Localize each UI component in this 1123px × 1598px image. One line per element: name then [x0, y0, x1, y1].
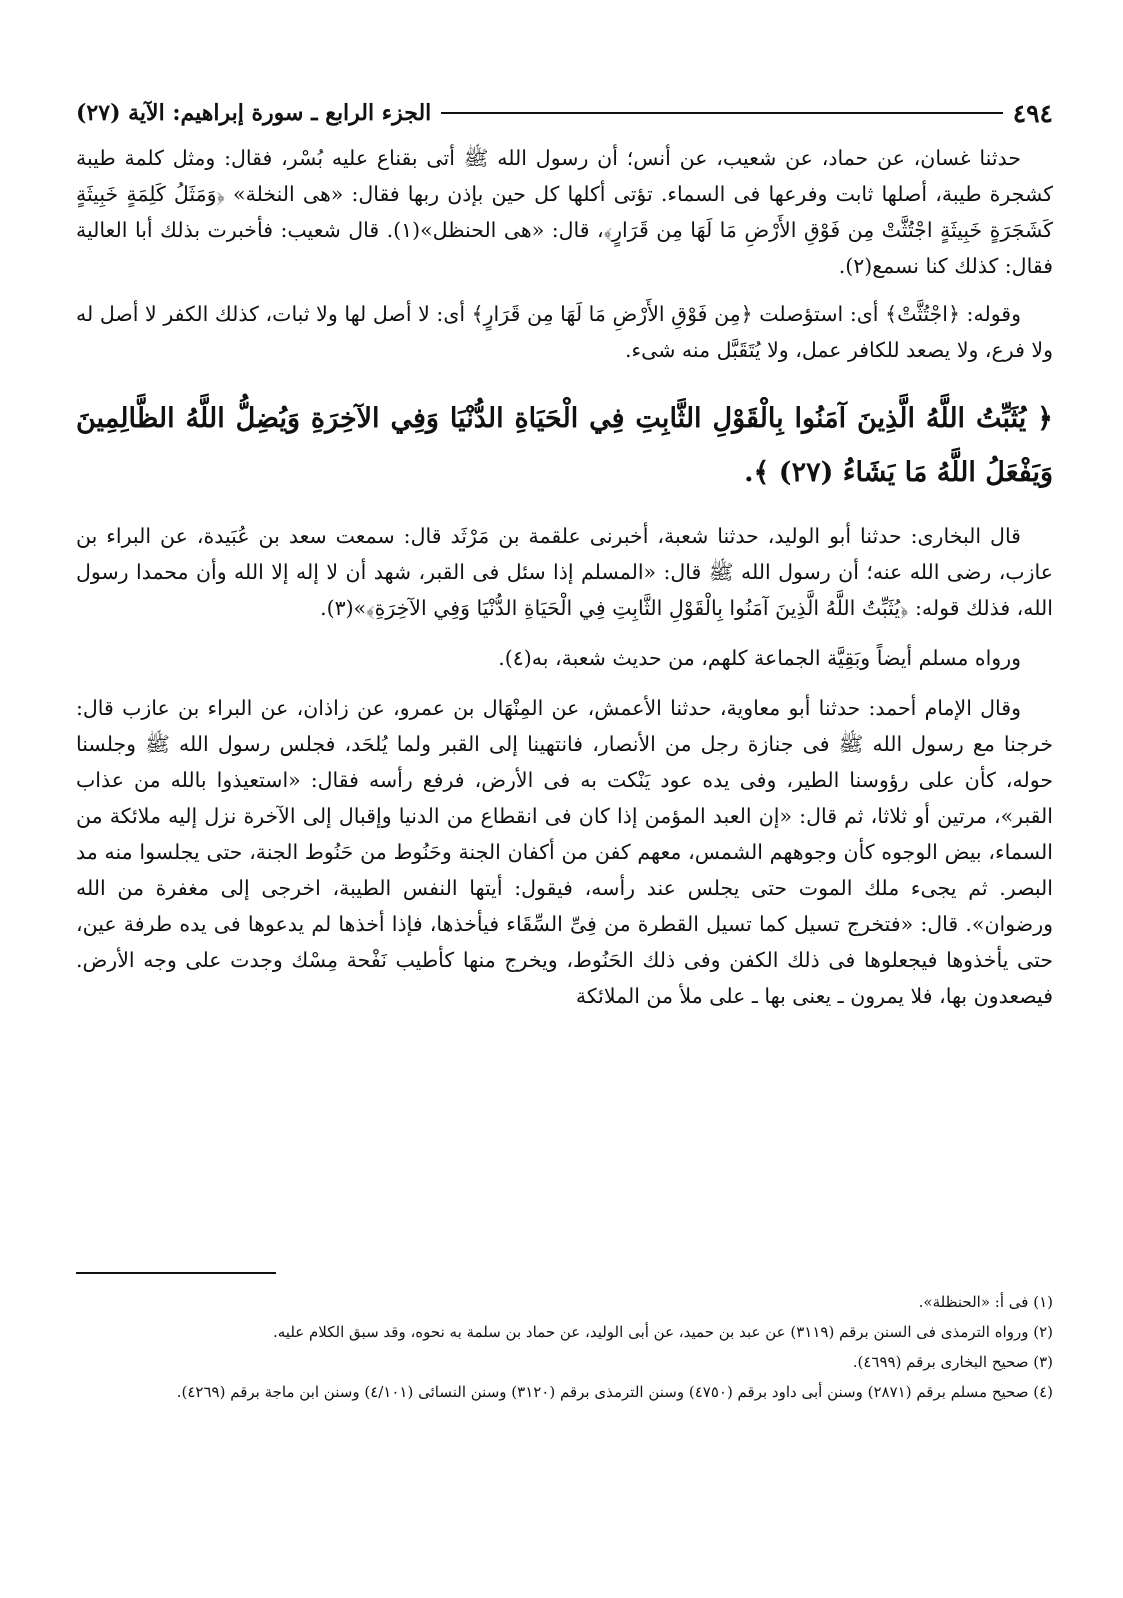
paragraph-ijtuththat-explanation: وقوله: ﴿اجْتُثَّتْ﴾ أى: استؤصلت ﴿مِن فَوْقِ الأَرْضِ مَا لَهَا مِن قَرَارٍ﴾ أى: لا أصل لها ولا ثبات، كذلك الكفر لا أصل له ولا فرع، ولا يصعد للكافر عمل، ولا يُتَقَبَّل منه شىء.	[76, 302, 1053, 362]
footnote-4: (٤) صحيح مسلم برقم (٢٨٧١) وسنن أبى داود برقم (٤٧٥٠) وسنن الترمذى برقم (٣١٢٠) وسنن النسائى (٤/١٠١) وسنن ابن ماجة برقم (٤٢٦٩).	[176, 1383, 1053, 1401]
paragraph-hadith-anas: حدثنا غسان، عن حماد، عن شعيب، عن أنس؛ أن رسول الله ﷺ أتى بقناع عليه بُسْر، فقال: ومثل كلمة طيبة كشجرة طيبة، أصلها ثابت وفرعها فى السماء. تؤتى أكلها كل حين بإذن ربها فقال: «هى النخلة» ﴿وَمَثَلُ كَلِمَةٍ خَبِيثَةٍ كَشَجَرَةٍ خَبِيثَةٍ اجْتُثَّتْ مِن فَوْقِ الأَرْضِ مَا لَهَا مِن قَرَارٍ﴾، قال: «هى الحنظل»(١). قال شعيب: فأخبرت بذلك أبا العالية فقال: كذلك كنا نسمع(٢).	[76, 146, 1053, 278]
header-title: الجزء الرابع ـ سورة إبراهيم: الآية (٢٧)	[76, 100, 432, 126]
paragraph-muslim: ورواه مسلم أيضاً وبَقِيَّة الجماعة كلهم، من حديث شعبة، به(٤).	[498, 646, 1021, 670]
paragraph-ahmad: وقال الإمام أحمد: حدثنا أبو معاوية، حدثنا الأعمش، عن المِنْهَال بن عمرو، عن زاذان، عن البراء بن عازب قال: خرجنا مع رسول الله ﷺ فى جنازة رجل من الأنصار، فانتهينا إلى القبر ولما يُلحَد، فجلس رسول الله ﷺ وجلسنا حوله، كأن على رؤوسنا الطير، وفى يده عود يَنْكت به فى الأرض، فرفع رأسه فقال: «استعيذوا بالله من عذاب القبر»، مرتين أو ثلاثا، ثم قال: «إن العبد المؤمن إذا كان فى انقطاع من الدنيا وإقبال إلى الآخرة نزل إليه ملائكة من السماء، بيض الوجوه كأن وجوههم الشمس، معهم كفن من أكفان الجنة وحَنُوط من حَنُوط الجنة، حتى يجلسوا منه مد البصر. ثم يجىء ملك الموت حتى يجلس عند رأسه، فيقول: أيتها النفس الطيبة، اخرجى إلى مغفرة من الله ورضوان». قال: «فتخرج تسيل كما تسيل القطرة من فِىِّ السِّقَاء فيأخذها، فإذا أخذها لم يدعوها فى يده طرفة عين، حتى يأخذوها فيجعلوها فى ذلك الكفن وفى ذلك الحَنُوط، ويخرج منها كأطيب نَفْحة مِسْك وجدت على وجه الأرض. فيصعدون بها، فلا يمرون ـ يعنى بها ـ على ملأ من الملائكة	[76, 696, 1053, 1008]
body-text	[76, 140, 1053, 1014]
footnote-rule	[76, 1272, 276, 1274]
running-header	[76, 96, 1053, 130]
page-number: ٤٩٤	[1012, 98, 1053, 128]
header-rule	[441, 112, 1002, 114]
paragraph-bukhari: قال البخارى: حدثنا أبو الوليد، حدثنا شعبة، أخبرنى علقمة بن مَرْثَد قال: سمعت سعد بن عُبَيدة، عن البراء بن عازب، رضى الله عنه؛ أن رسول الله ﷺ قال: «المسلم إذا سئل فى القبر، شهد أن لا إله إلا الله وأن محمدا رسول الله، فذلك قوله: ﴿يُثَبِّتُ اللَّهُ الَّذِينَ آمَنُوا بِالْقَوْلِ الثَّابِتِ فِي الْحَيَاةِ الدُّنْيَا وَفِي الآخِرَةِ﴾»(٣).	[76, 524, 1053, 620]
footnotes	[76, 1290, 1053, 1410]
footnote-1: (١) فى أ: «الحنظلة».	[918, 1293, 1053, 1311]
quran-verse-27: ﴿ يُثَبِّتُ اللَّهُ الَّذِينَ آمَنُوا بِالْقَوْلِ الثَّابِتِ فِي الْحَيَاةِ الدُّنْيَا وَفِي الآخِرَةِ وَيُضِلُّ اللَّهُ الظَّالِمِينَ وَيَفْعَلُ اللَّهُ مَا يَشَاءُ (٢٧) ﴾.	[76, 403, 1053, 488]
footnote-3: (٣) صحيح البخارى برقم (٤٦٩٩).	[852, 1353, 1053, 1371]
footnote-2: (٢) ورواه الترمذى فى السنن برقم (٣١١٩) عن عبد بن حميد، عن أبى الوليد، عن حماد بن سلمة به نحوه، وقد سبق الكلام عليه.	[272, 1323, 1053, 1341]
